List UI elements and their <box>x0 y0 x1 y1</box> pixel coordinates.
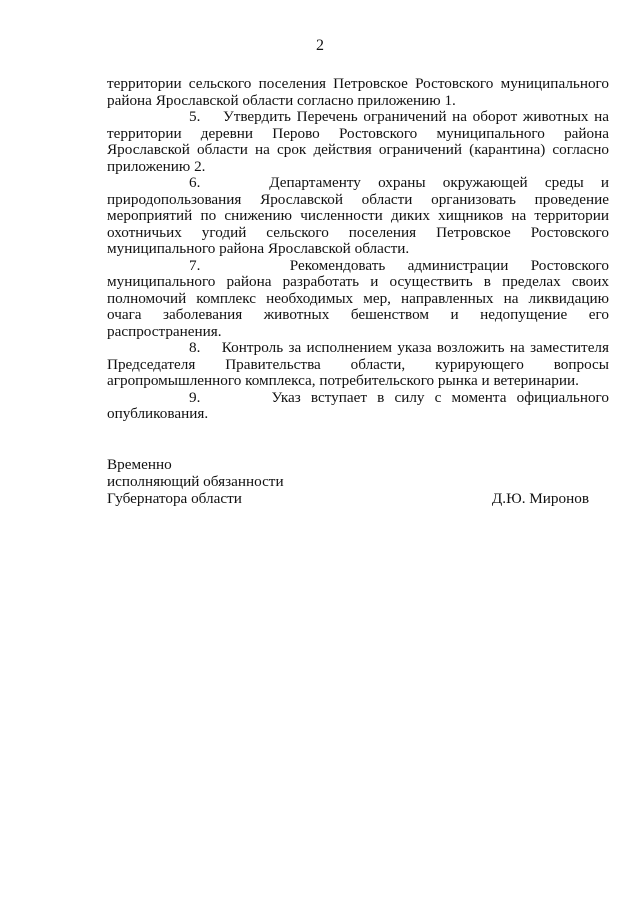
page-number: 2 <box>316 37 324 54</box>
paragraph-text: Контроль за исполнением указа возложить на заместителя Председателя Правительства области, курирующего вопросы агропромышленного комплекса, потребительского рынка и ветеринарии. <box>107 339 609 389</box>
paragraph-continuation <box>107 76 609 109</box>
paragraph-text: Указ вступает в силу с момента официального опубликования. <box>107 388 610 422</box>
paragraph-number: 5. <box>189 108 201 125</box>
signatory-name: Д.Ю. Миронов <box>491 489 589 507</box>
paragraph-8 <box>107 340 609 390</box>
paragraph-number: 7. <box>189 256 201 274</box>
paragraph-number: 8. <box>189 339 201 356</box>
paragraph-number: 6. <box>189 174 201 191</box>
signature-line <box>107 491 609 508</box>
paragraph-9 <box>107 390 609 423</box>
paragraph-5 <box>107 109 609 175</box>
signature-title-line-3: Губернатора области <box>107 489 242 507</box>
paragraph-text: Департаменту охраны окружающей среды и природопользования Ярославской области организовать проведение мероприятий по снижению численности диких хищников на территории охотничьих угодий сельского поселения Петровское Ростовского муниципального района Ярославской области. <box>107 174 610 257</box>
paragraph-text: Утвердить Перечень ограничений на оборот животных на территории деревни Перово Ростовского муниципального района Ярославской области на срок действия ограничений (карантина) согласно приложению 2. <box>107 108 610 175</box>
paragraph-7 <box>107 258 609 341</box>
paragraph-text: Рекомендовать администрации Ростовского муниципального района разработать и осуществить в пределах своих полномочий комплекс необходимых мер, направленных на ликвидацию очага заболевания животных бешенством и недопущение его распространения. <box>107 256 610 340</box>
document-body <box>107 76 609 423</box>
paragraph-6 <box>107 175 609 258</box>
paragraph-number: 9. <box>189 388 201 406</box>
signature-title-line-2: исполняющий обязанности <box>107 472 284 490</box>
signature-block <box>107 457 609 507</box>
paragraph-text: территории сельского поселения Петровское Ростовского муниципального района Ярославской области согласно приложению 1. <box>107 75 609 109</box>
signature-title-line-1: Временно <box>107 456 172 473</box>
